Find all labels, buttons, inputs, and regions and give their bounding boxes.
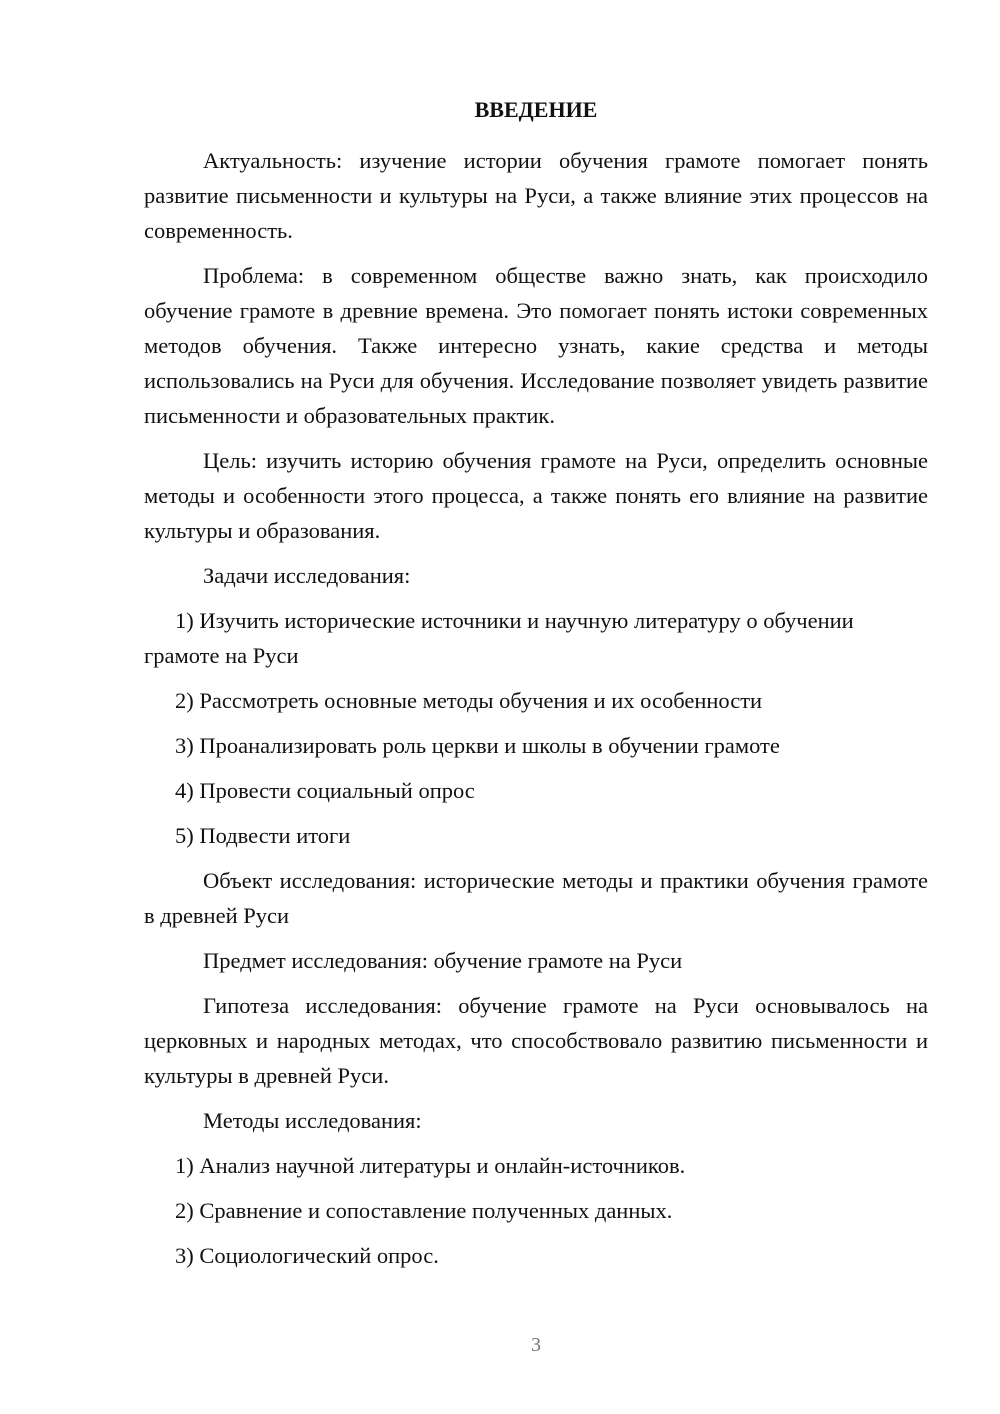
list-item: 2) Рассмотреть основные методы обучения и их особенности: [175, 688, 763, 713]
paragraph-object: Объект исследования: исторические методы и практики обучения грамоте в древней Руси: [144, 868, 928, 928]
methods-label: Методы исследования:: [203, 1108, 422, 1133]
list-item: 3) Социологический опрос.: [175, 1243, 439, 1268]
paragraph-goal: Цель: изучить историю обучения грамоте на Руси, определить основные методы и особенности этого процесса, а также понять его влияние на развитие культуры и образования.: [144, 448, 928, 543]
section-heading: ВВЕДЕНИЕ: [474, 97, 598, 122]
paragraph-problem: Проблема: в современном обществе важно знать, как происходило обучение грамоте в древние времена. Это помогает понять истоки современных методов обучения. Также интересно узнать, какие средства и методы использовались на Руси для обучения. Исследование позволяет увидеть развитие письменности и образовательных практик.: [144, 263, 928, 428]
list-item: 1) Анализ научной литературы и онлайн-источников.: [175, 1153, 686, 1178]
list-item: 4) Провести социальный опрос: [175, 778, 475, 803]
paragraph-subject: Предмет исследования: обучение грамоте на Руси: [203, 948, 683, 973]
methods-list: [144, 1148, 928, 1273]
list-item: 5) Подвести итоги: [175, 823, 351, 848]
tasks-list: [144, 603, 928, 853]
list-item: 2) Сравнение и сопоставление полученных данных.: [175, 1198, 673, 1223]
page-number: 3: [531, 1334, 541, 1356]
tasks-label: Задачи исследования:: [203, 563, 411, 588]
list-item: 1) Изучить исторические источники и научную литературу о обучении грамоте на Руси: [144, 608, 854, 668]
list-item: 3) Проанализировать роль церкви и школы в обучении грамоте: [175, 733, 780, 758]
paragraph-hypothesis: Гипотеза исследования: обучение грамоте на Руси основывалось на церковных и народных методах, что способствовало развитию письменности и культуры в древней Руси.: [144, 993, 928, 1088]
document-page: [144, 95, 928, 1283]
paragraph-relevance: Актуальность: изучение истории обучения грамоте помогает понять развитие письменности и культуры на Руси, а также влияние этих процессов на современность.: [144, 148, 928, 243]
